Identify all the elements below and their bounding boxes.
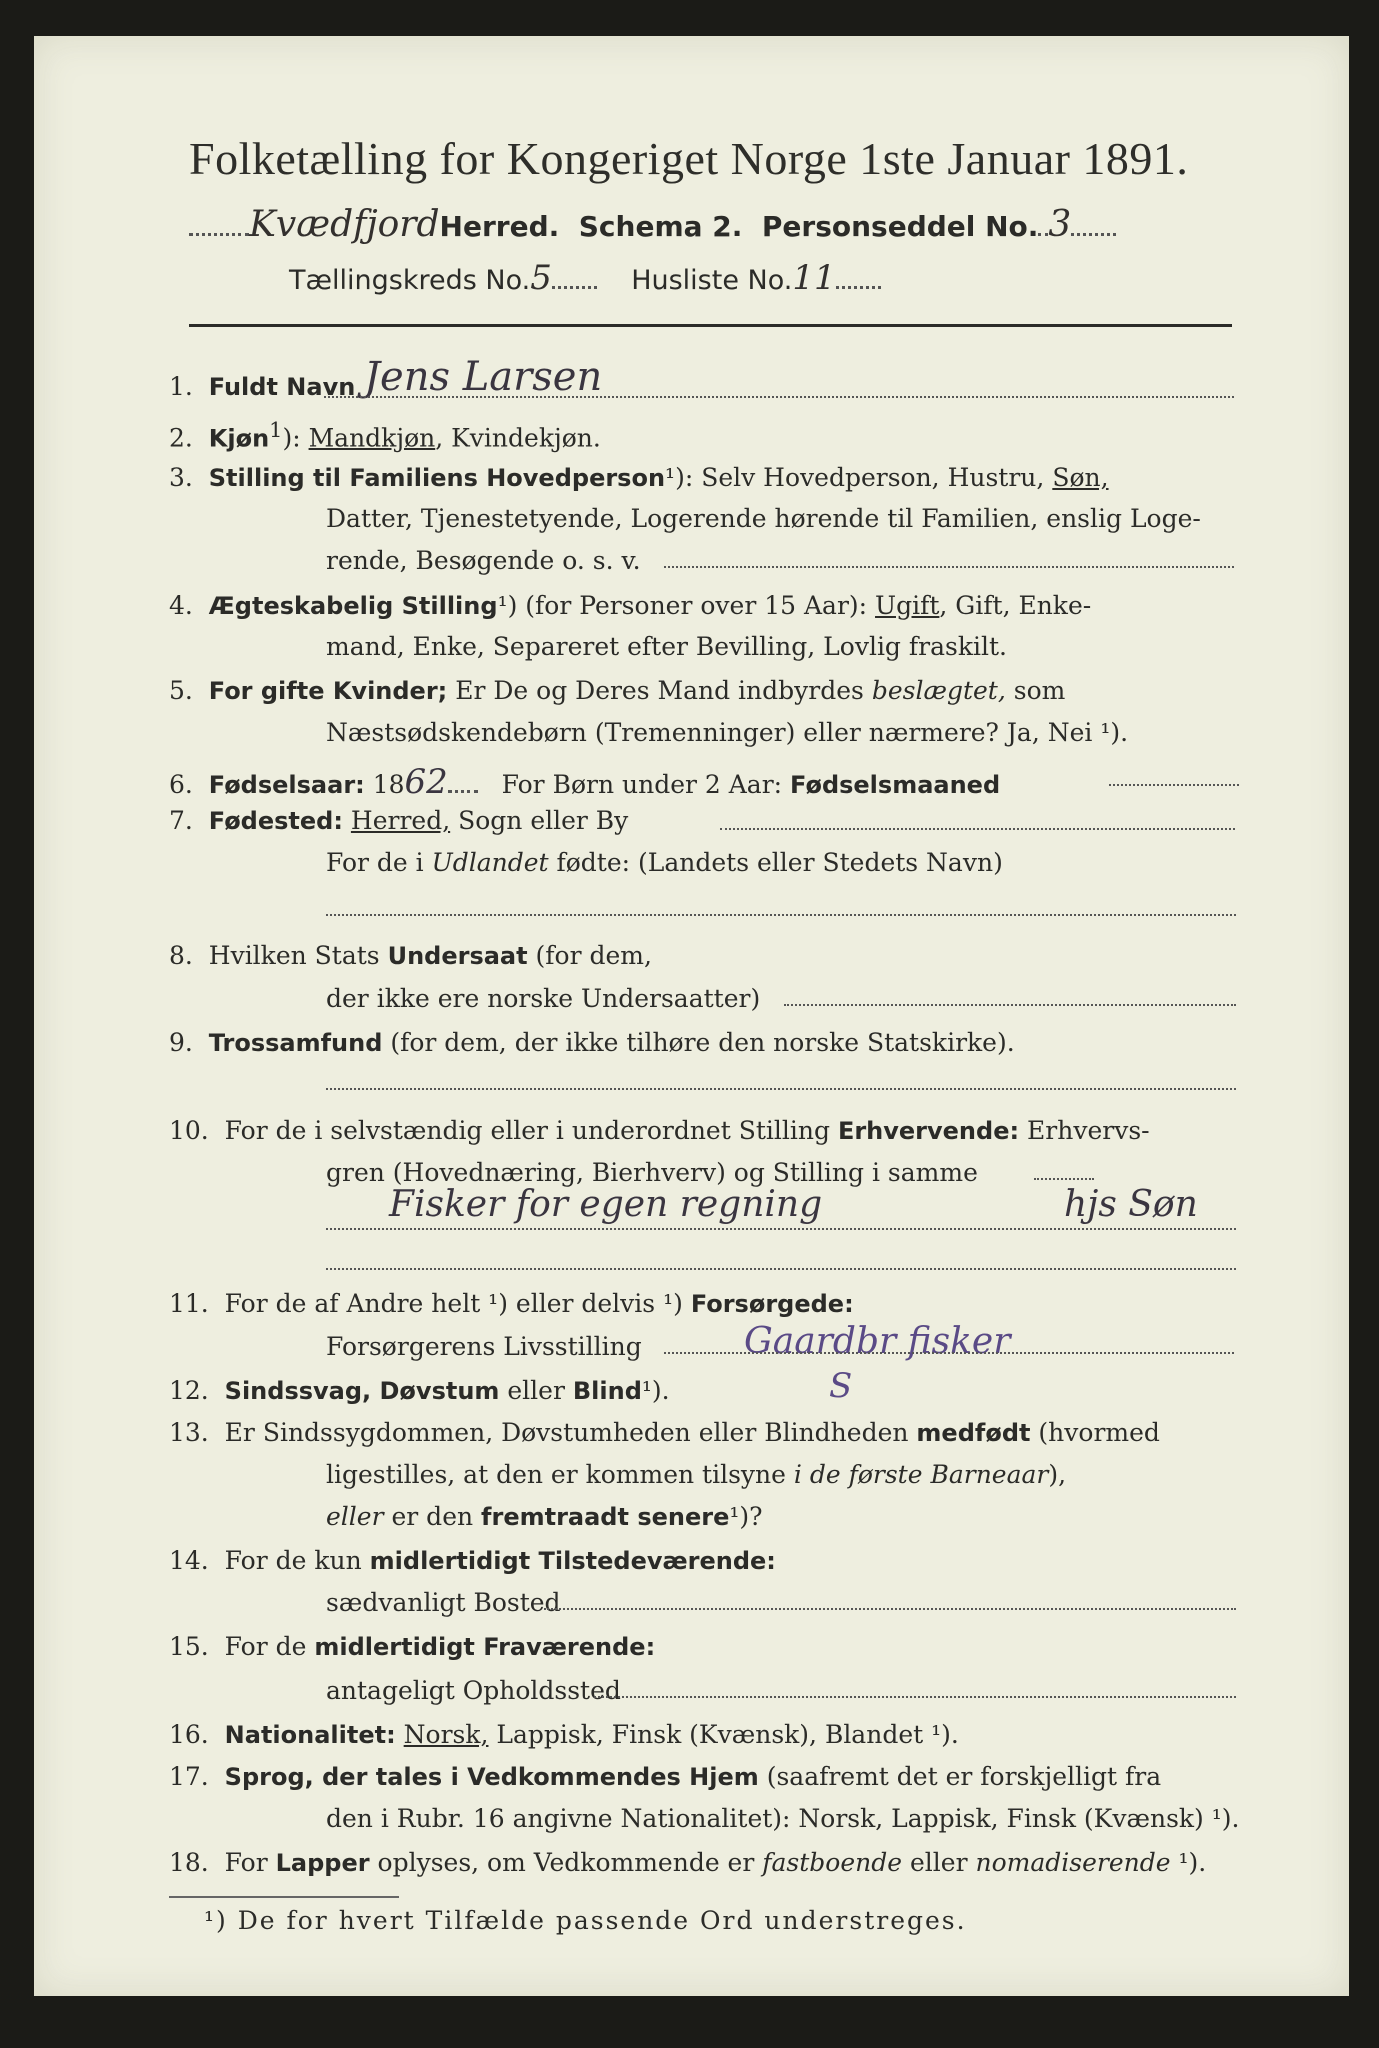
q7-selected: Herred, — [350, 806, 451, 835]
q12-answer: S — [829, 1366, 853, 1406]
personseddel-label: Personseddel No. — [761, 210, 1039, 243]
q10-dotline2 — [326, 1228, 1236, 1230]
kreds-value: 5 — [530, 258, 552, 298]
q1-answer: Jens Larsen — [364, 354, 603, 400]
q4-row: 4. Ægteskabelig Stilling¹) (for Personer over 15 Aar): Ugift, Gift, Enke- — [169, 591, 1092, 620]
census-form — [34, 36, 1349, 1996]
herred-value: Kvædfjord — [249, 204, 440, 245]
q18-row: 18. For Lapper oplyses, om Vedkommende er fastboende eller nomadiserende ¹). — [169, 1848, 1207, 1877]
kreds-label: Tællingskreds No. — [289, 265, 531, 296]
footnote: ¹) De for hvert Tilfælde passende Ord understreges. — [204, 1906, 967, 1935]
q7-line2: For de i Udlandet fødte: (Landets eller Stedets Navn) — [326, 848, 1003, 877]
header-rule — [189, 324, 1232, 327]
q10-row: 10. For de i selvstændig eller i underordnet Stilling Erhvervende: Erhvervs- — [169, 1116, 1150, 1145]
q10-answer-b: hjs Søn — [1064, 1184, 1198, 1225]
q16-row: 16. Nationalitet: Norsk, Lappisk, Finsk (Kvænsk), Blandet ¹). — [169, 1720, 959, 1749]
q6-answer: 62 — [404, 762, 448, 802]
q10-dotline3 — [326, 1268, 1236, 1270]
q13-line3: eller er den fremtraadt senere¹)? — [326, 1502, 763, 1531]
personseddel-value: 3 — [1048, 204, 1072, 245]
q10-answer: Fisker for egen regning — [389, 1184, 823, 1225]
husliste-value: 11 — [792, 258, 836, 298]
q3-line3: rende, Besøgende o. s. v. — [326, 546, 641, 575]
q9-dotline — [326, 1088, 1236, 1090]
q14-dotline — [544, 1608, 1236, 1610]
q16-selected: Norsk, — [403, 1720, 489, 1749]
q17-line2: den i Rubr. 16 angivne Nationalitet): Norsk, Lappisk, Finsk (Kvænsk) ¹). — [326, 1804, 1240, 1833]
q2-row: 2. Kjøn$^1$): Mandkjøn, Kvindekjøn. — [169, 418, 601, 453]
q3-dotline — [664, 566, 1234, 568]
q8-row: 8. Hvilken Stats Undersaat (for dem, — [169, 941, 652, 970]
herred-label: Herred. — [439, 210, 560, 243]
q15-row: 15. For de midlertidigt Fraværende: — [169, 1632, 656, 1661]
q3-line2: Datter, Tjenestetyende, Logerende hørende til Familien, enslig Loge- — [326, 504, 1201, 533]
q7-dotline — [720, 828, 1235, 830]
q5-line2: Næstsødskendebørn (Tremenninger) eller nærmere? Ja, Nei ¹). — [326, 718, 1129, 747]
q4-selected: Ugift — [875, 591, 940, 620]
herred-row — [189, 204, 1116, 245]
kreds-row — [289, 258, 881, 298]
q9-row: 9. Trossamfund (for dem, der ikke tilhøre den norske Statskirke). — [169, 1028, 1015, 1057]
q11-dotline — [664, 1352, 1234, 1354]
q2-selected: Mandkjøn — [308, 423, 436, 453]
footnote-rule — [169, 1896, 399, 1898]
q15-dotline — [594, 1696, 1236, 1698]
q1-num: 1. — [169, 372, 193, 401]
q7-dotline2 — [326, 914, 1236, 916]
form-title: Folketælling for Kongeriget Norge 1ste Januar 1891. — [189, 133, 1189, 184]
q14-line2: sædvanligt Bosted — [326, 1588, 561, 1617]
q1-label: Fuldt Navn — [208, 373, 356, 401]
q10-line2: gren (Hovednæring, Bierhverv) og Stilling i samme — [326, 1158, 978, 1187]
q1-dotline — [324, 396, 1234, 398]
q3-selected: Søn, — [1052, 463, 1109, 492]
husliste-label: Husliste No. — [631, 265, 793, 296]
q15-line2: antageligt Opholdssted — [326, 1676, 621, 1705]
schema-label: Schema 2. — [578, 210, 743, 243]
q12-row: 12. Sindssvag, Døvstum eller Blind¹). — [169, 1376, 670, 1405]
q8-dotline — [784, 1004, 1236, 1006]
q17-row: 17. Sprog, der tales i Vedkommendes Hjem (saafremt det er forskjelligt fra — [169, 1762, 1162, 1791]
q14-row: 14. For de kun midlertidigt Tilstedeværende: — [169, 1546, 776, 1575]
q8-line2: der ikke ere norske Undersaatter) — [326, 984, 761, 1013]
q11-row: 11. For de af Andre helt ¹) eller delvis ¹) Forsørgede: — [169, 1289, 854, 1318]
q6-row: 6. Fødselsaar: 1862 For Børn under 2 Aar: Fødselsmaaned — [169, 762, 1001, 802]
q11-line2: Forsørgerens Livsstilling — [326, 1332, 642, 1361]
q13-line2: ligestilles, at den er kommen tilsyne i de første Barneaar), — [326, 1460, 1067, 1489]
q4-line2: mand, Enke, Separeret efter Bevilling, Lovlig fraskilt. — [326, 632, 1007, 661]
q13-row: 13. Er Sindssygdommen, Døvstumheden eller Blindheden medfødt (hvormed — [169, 1418, 1160, 1447]
q6-dotline — [1109, 784, 1239, 786]
q10-dotline — [1034, 1178, 1094, 1180]
q7-row: 7. Fødested: Herred, Sogn eller By — [169, 806, 629, 835]
q3-row: 3. Stilling til Familiens Hovedperson¹): Selv Hovedperson, Hustru, Søn, — [169, 463, 1109, 492]
q11-answer: Gaardbr fisker — [744, 1321, 1011, 1362]
q5-row: 5. For gifte Kvinder; Er De og Deres Mand indbyrdes beslægtet, som — [169, 676, 1066, 705]
